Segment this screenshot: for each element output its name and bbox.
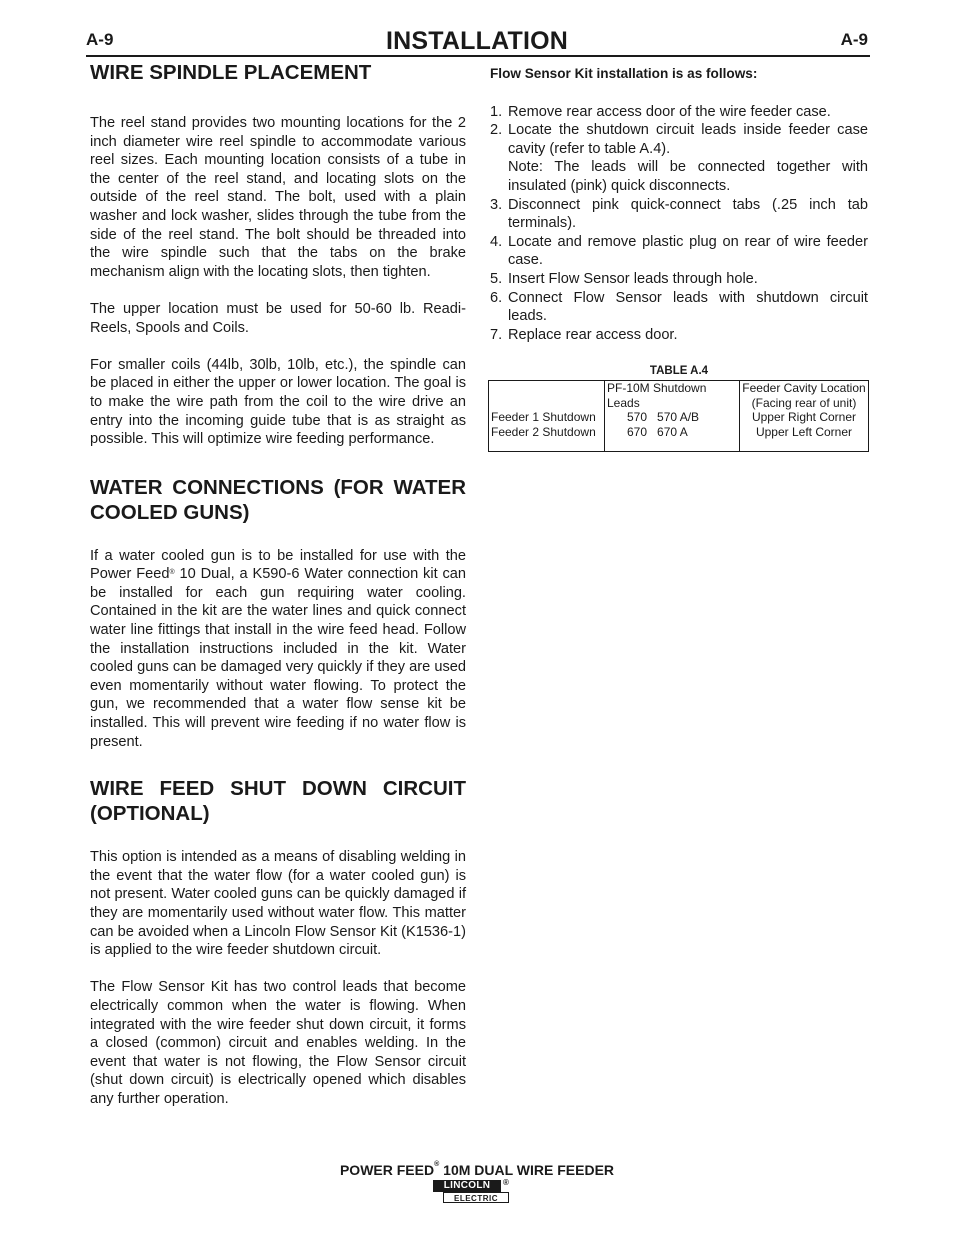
paragraph: The Flow Sensor Kit has two control leads that become electrically common when the water is flowing. When integrated with the wire feeder shut down circuit, it forms a closed (common) circuit and enables welding. In the event that water is not flowing, the Flow Sensor circuit (shut down circuit) is electrically opened which disables any further operation. xyxy=(90,979,466,1107)
table-cell: Upper Left Corner xyxy=(740,425,869,452)
paragraph: The upper location must be used for 50-60 lb. Readi-Reels, Spools and Coils. xyxy=(90,300,466,336)
section-title-wire-spindle: WIRE SPINDLE PLACEMENT xyxy=(90,61,372,84)
list-item: 6. Connect Flow Sensor leads with shutdown circuit leads. xyxy=(490,289,868,325)
list-item: 3. Disconnect pink quick-connect tabs (.25 inch tab terminals). xyxy=(490,196,868,232)
left-column xyxy=(90,60,466,1109)
logo-registered-mark: ® xyxy=(503,1178,509,1187)
page-number-left: A-9 xyxy=(86,30,114,49)
table-title: TABLE A.4 xyxy=(649,365,709,378)
list-item: 7. Replace rear access door. xyxy=(490,326,678,343)
table-header-cell: PF-10M Shutdown Leads xyxy=(605,381,740,411)
table-cell: 570 570 A/B xyxy=(605,410,740,425)
table-a4 xyxy=(488,380,869,452)
table-header-row xyxy=(489,381,869,411)
right-column xyxy=(490,60,868,452)
section-title-water-connections: WATER CONNECTIONS (FOR WATER COOLED GUNS) xyxy=(90,475,466,524)
list-item: 2. Locate the shutdown circuit leads inside feeder case cavity (refer to table A.4). Note: The leads will be connected together with insulated (pink) quick disconnects. xyxy=(490,122,868,194)
installation-steps xyxy=(490,103,868,345)
header-rule xyxy=(86,55,870,57)
table-cell: Feeder 2 Shutdown xyxy=(489,425,605,452)
paragraph: For smaller coils (44lb, 30lb, 10lb, etc.), the spindle can be placed in either the upper or lower location. The goal is to make the wire path from the coil to the wire drive an entry into the incoming guide tube that is as straight as possible. This will optimize wire feeding performance. xyxy=(90,356,466,448)
table-row xyxy=(489,425,869,452)
paragraph: If a water cooled gun is to be installed for use with the Power Feed® 10 Dual, a K590-6 Water connection kit can be installed for each gun requiring water cooling. Contained in the kit are the water lines and quick connect water line fittings that install in the wire feed head. Follow the installation instructions included in the kit. Water cooled guns can be damaged very quickly if they are used even momentarily without water flowing. To protect the gun, we recommended that a water flow sense kit be installed. This will prevent wire feeding if no water flow is present. xyxy=(90,547,466,750)
page-number-right: A-9 xyxy=(840,30,868,49)
logo-bottom-text: ELECTRIC xyxy=(443,1192,509,1203)
section-title-shut-down-circuit: WIRE FEED SHUT DOWN CIRCUIT (OPTIONAL) xyxy=(90,777,466,826)
step-note: Note: The leads will be connected together with insulated (pink) quick disconnects. xyxy=(508,159,868,194)
table-cell: Upper Right Corner xyxy=(740,410,869,425)
footer-model-name: POWER FEED® 10M DUAL WIRE FEEDER xyxy=(339,1161,615,1178)
table-header-cell: Feeder Cavity Location (Facing rear of unit) xyxy=(740,381,869,411)
page-title: INSTALLATION xyxy=(385,27,568,55)
table-cell: 670 670 A xyxy=(605,425,740,452)
list-item: 1. Remove rear access door of the wire feeder case. xyxy=(490,103,831,120)
paragraph: This option is intended as a means of disabling welding in the event that the water flow (for a water cooled gun) is not present. Water cooled guns can be quickly damaged if they are momentarily used without water flow. This matter can be avoided when a Lincoln Flow Sensor Kit (K1536-1) is applied to the wire feeder shutdown circuit. xyxy=(90,849,466,959)
table-row xyxy=(489,410,869,425)
lincoln-electric-logo xyxy=(433,1180,511,1205)
table-header-cell xyxy=(489,381,605,411)
steps-intro: Flow Sensor Kit installation is as follows: xyxy=(490,66,758,81)
paragraph: The reel stand provides two mounting locations for the 2 inch diameter wire reel spindle to accommodate various reel sizes. Each mounting location consists of a tube in the center of the reel stand, and locating slots on the outside of the reel stand. The bolt, used with a plain washer and lock washer, slides through the tube from the side of the reel stand. The bolt should be threaded into the wire spindle such that the tabs on the brake mechanism align with the locating slots, then tighten. xyxy=(90,115,466,280)
table-cell: Feeder 1 Shutdown xyxy=(489,410,605,425)
logo-top-text: LINCOLN xyxy=(433,1180,501,1192)
list-item: 5. Insert Flow Sensor leads through hole. xyxy=(490,270,758,287)
list-item: 4. Locate and remove plastic plug on rear of wire feeder case. xyxy=(490,233,868,269)
